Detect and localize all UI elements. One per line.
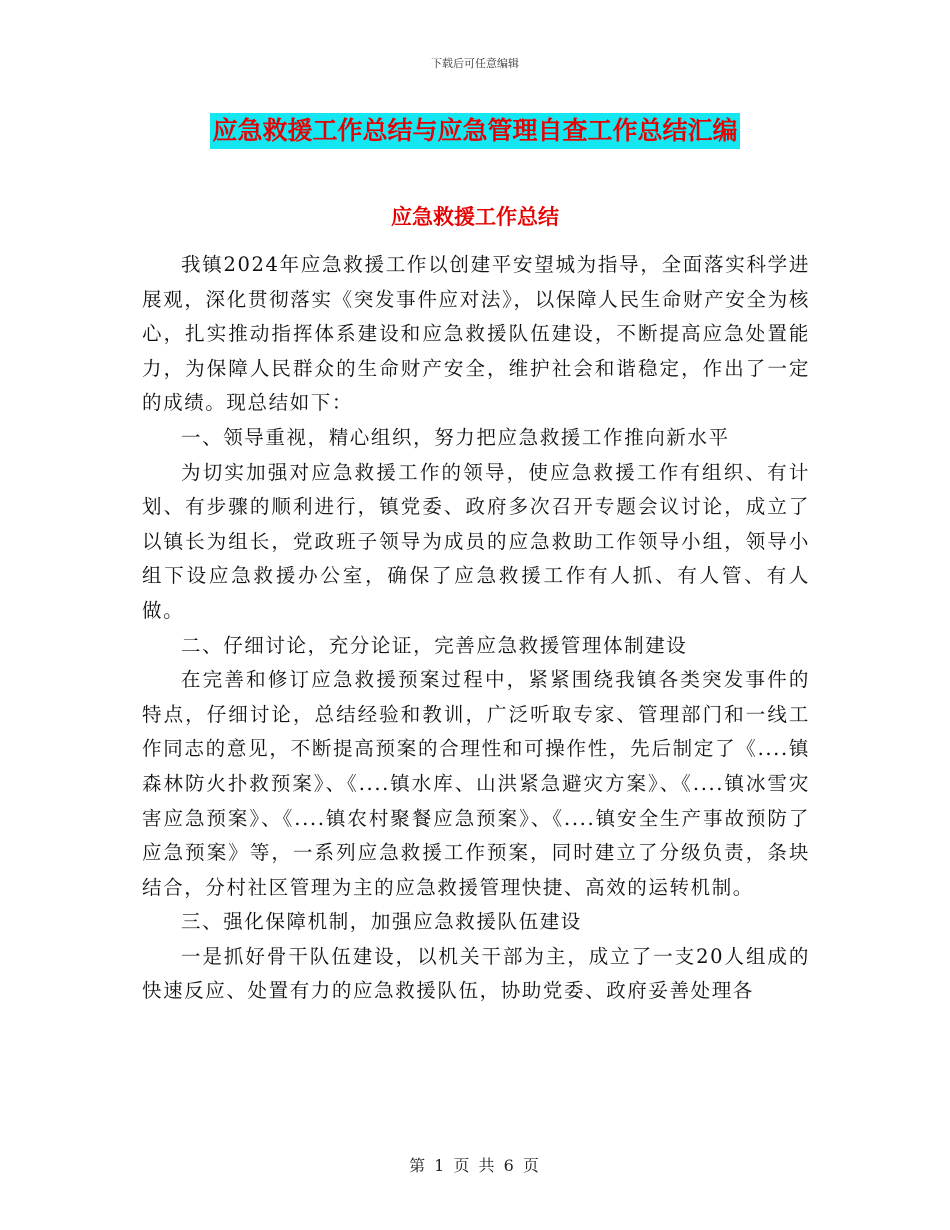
document-body (142, 248, 810, 1009)
page-number: 第 1 页 共 6 页 (409, 1156, 541, 1175)
paragraph-plans: 在完善和修订应急救援预案过程中，紧紧围绕我镇各类突发事件的特点，仔细讨论，总结经验和教训，广泛听取专家、管理部门和一线工作同志的意见，不断提高预案的合理性和可操作性，先后制定了《....镇森林防火扑救预案》、《....镇水库、山洪紧急避灾方案》、《....镇冰雪灾害应急预案》、《....镇农村聚餐应急预案》、《....镇安全生产事故预防了应急预案》等，一系列应急救援工作预案，同时建立了分级负责，条块结合，分村社区管理为主的应急救援管理快捷、高效的运转机制。 (142, 668, 810, 899)
document-title: 应急救援工作总结与应急管理自查工作总结汇编 (210, 113, 739, 149)
paragraph-team: 一是抓好骨干队伍建设，以机关干部为主，成立了一支20人组成的快速反应、处置有力的应急救援队伍，协助党委、政府妥善处理各 (142, 944, 810, 1003)
heading-one: 一、领导重视，精心组织，努力把应急救援工作推向新水平 (181, 425, 730, 449)
section-title: 应急救援工作总结 (391, 205, 559, 229)
document-title-container (0, 113, 950, 149)
paragraph-leadership: 为切实加强对应急救援工作的领导，使应急救援工作有组织、有计划、有步骤的顺利进行，镇党委、政府多次召开专题会议讨论，成立了以镇长为组长，党政班子领导为成员的应急救助工作领导小组，领导小组下设应急救援办公室，确保了应急救援工作有人抓、有人管、有人做。 (142, 460, 810, 622)
page-header-note: 下载后可任意编辑 (431, 57, 519, 70)
heading-three: 三、强化保障机制，加强应急救援队伍建设 (181, 910, 582, 934)
heading-two: 二、仔细讨论，充分论证，完善应急救援管理体制建设 (181, 633, 688, 657)
paragraph-intro: 我镇2024年应急救援工作以创建平安望城为指导，全面落实科学进展观，深化贯彻落实《突发事件应对法》，以保障人民生命财产安全为核心，扎实推动指挥体系建设和应急救援队伍建设，不断提高应急处置能力，为保障人民群众的生命财产安全，维护社会和谐稳定，作出了一定的成绩。现总结如下： (142, 253, 810, 415)
